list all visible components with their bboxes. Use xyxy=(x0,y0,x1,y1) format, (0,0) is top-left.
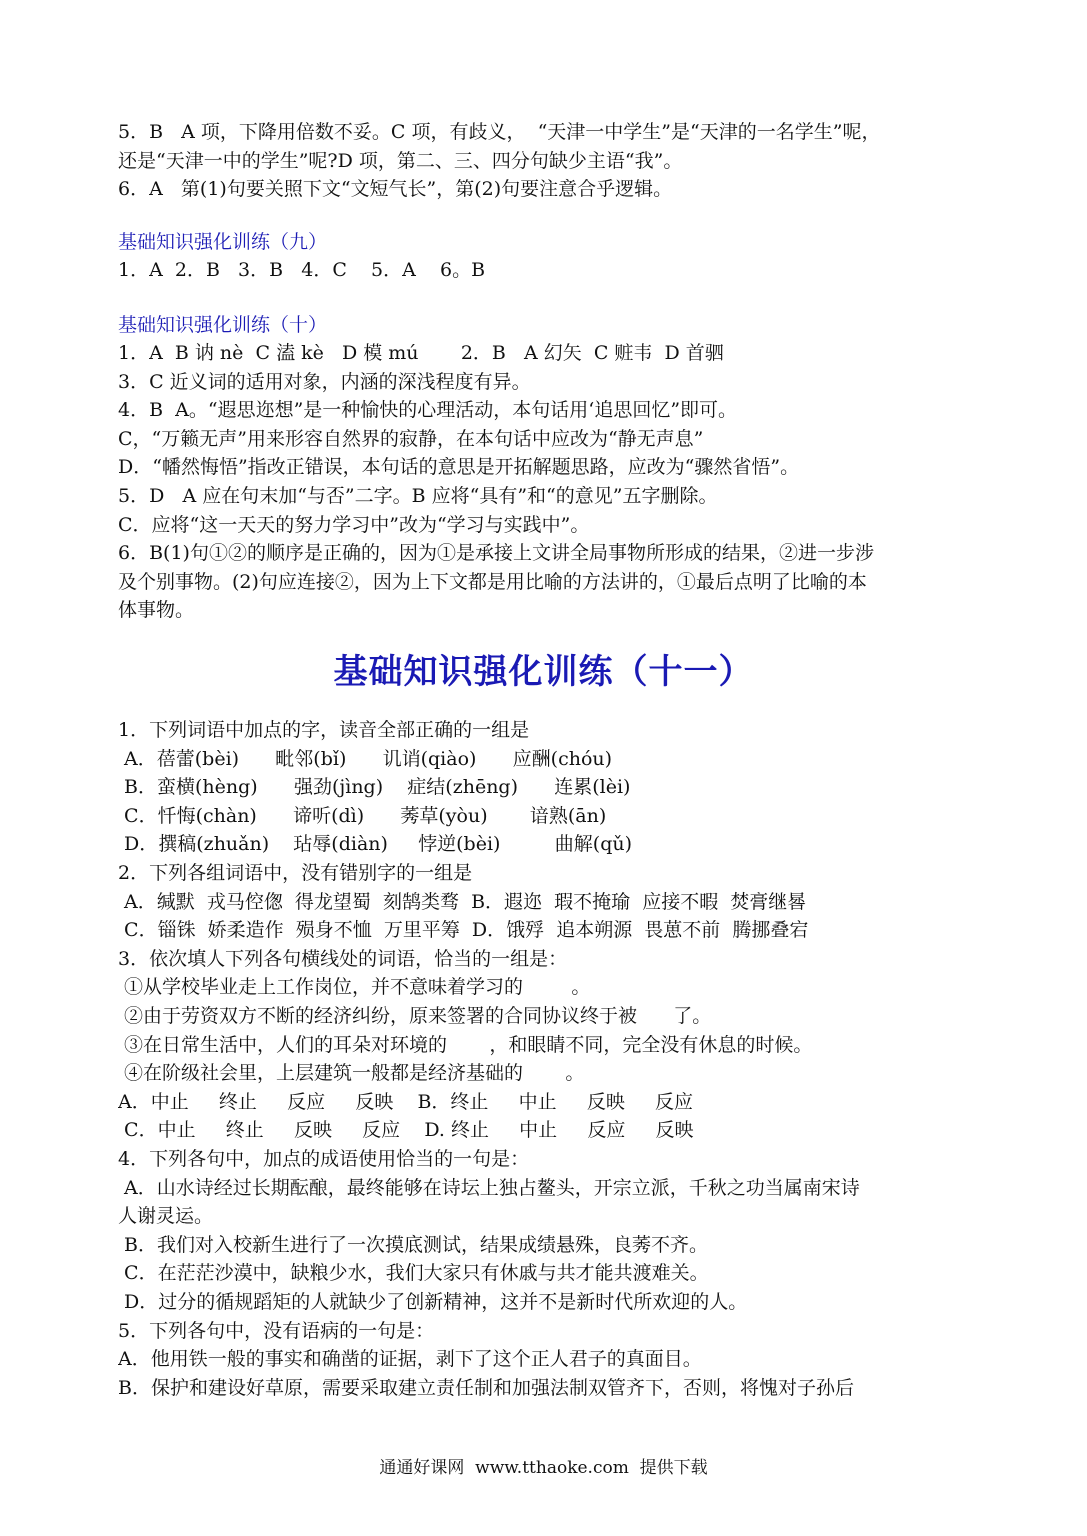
text-line: C．应将“这一天天的努力学习中”改为“学习与实践中”。 xyxy=(118,513,590,536)
text-line: B．保护和建设好草原，需要采取建立责任制和加强法制双管齐下，否则，将愧对子孙后 xyxy=(118,1376,854,1399)
text-line: A．蓓蕾(bèi) 毗邻(bǐ) 讥诮(qiào) 应酬(chóu) xyxy=(118,747,613,770)
text-line: ①从学校毕业走上工作岗位，并不意味着学习的 。 xyxy=(118,976,591,999)
text-line: 3．C 近义词的适用对象，内涵的深浅程度有异。 xyxy=(118,370,531,393)
text-line: 1．A 2．B 3．B 4．C 5．A 6。B xyxy=(118,259,486,281)
text-line: C，“万籁无声”用来形容自然界的寂静，在本句话中应改为“静无声息” xyxy=(118,427,704,450)
text-line: C．中止 终止 反映 反应 D. 终止 中止 反应 反映 xyxy=(118,1119,694,1142)
text-line: ④在阶级社会里，上层建筑一般都是经济基础的 。 xyxy=(118,1062,585,1085)
text-line: D．过分的循规蹈矩的人就缺少了创新精神，这并不是新时代所欢迎的人。 xyxy=(118,1291,748,1313)
page-title: 基础知识强化训练（十一） xyxy=(333,652,754,692)
text-line: B．我们对入校新生进行了一次摸底测试，结果成绩悬殊，良莠不齐。 xyxy=(118,1233,709,1256)
text-line: B．蛮横(hèng) 强劲(jìng) 症结(zhēng) 连累(lèi) xyxy=(118,776,631,799)
text-line: 2．下列各组词语中，没有错别字的一组是 xyxy=(118,862,473,884)
text-line: 5．D A 应在句末加“与否”二字。B 应将“具有”和“的意见”五字删除。 xyxy=(118,485,718,507)
text-line: A．山水诗经过长期酝酿，最终能够在诗坛上独占鳌头，开宗立派，千秋之功当属南宋诗 xyxy=(118,1176,860,1199)
text-line: 5．B A 项，下降用倍数不妥。C 项，有歧义， “天津一中学生”是“天津的一名学生”呢， xyxy=(118,121,881,143)
text-line: 6．A 第(1)句要关照下文“文短气长”，第(2)句要注意合乎逻辑。 xyxy=(118,178,673,201)
text-line: 人谢灵运。 xyxy=(118,1205,214,1228)
text-line: 及个别事物。(2)句应连接②，因为上下文都是用比喻的方法讲的，①最后点明了比喻的本 xyxy=(118,570,867,593)
text-line: A．他用铁一般的事实和确凿的证据，剥下了这个正人君子的真面目。 xyxy=(118,1348,702,1371)
text-line: ②由于劳资双方不断的经济纠纷，原来签署的合同协议终于被 了。 xyxy=(118,1005,712,1027)
text-line: D．“幡然悔悟”指改正错误，本句话的意思是开拓解题思路，应改为“骤然省悟”。 xyxy=(118,456,800,479)
section-heading-10: 基础知识强化训练（十） xyxy=(118,314,328,336)
text-line: 3．依次填人下列各句横线处的词语，恰当的一组是： xyxy=(118,947,568,970)
text-line: ③在日常生活中，人们的耳朵对环境的 ，和眼睛不同，完全没有休息的时候。 xyxy=(118,1033,813,1056)
text-line: C．忏悔(chàn) 谛听(dì) 莠草(yòu) 谙熟(ān) xyxy=(118,804,607,827)
text-line: C．锱铢 娇柔造作 殒身不恤 万里平筹 D．饿殍 追本朔源 畏葸不前 腾挪叠宕 xyxy=(118,919,809,942)
text-line: 6．B(1)句①②的顺序是正确的，因为①是承接上文讲全局事物所形成的结果，②进一步涉 xyxy=(118,542,874,565)
text-line: 1．A B 讷 nè C 溘 kè D 模 mú 2．B A 幻矢 C 赃韦 D 首驷 xyxy=(118,342,724,364)
text-line: 4．B A。“遐思迩想”是一种愉快的心理活动，本句话用‘追思回忆”即可。 xyxy=(118,399,738,422)
text-line: 1．下列词语中加点的字，读音全部正确的一组是 xyxy=(118,719,530,741)
text-line: C．在茫茫沙漠中，缺粮少水，我们大家只有休戚与共才能共渡难关。 xyxy=(118,1262,709,1285)
section-heading-9: 基础知识强化训练（九） xyxy=(118,231,328,253)
text-line: 5．下列各句中，没有语病的一句是： xyxy=(118,1319,435,1342)
text-line: A．缄默 戎马倥偬 得龙望蜀 刻鹄类骛 B．遐迩 瑕不掩瑜 应接不暇 焚膏继晷 xyxy=(118,890,807,913)
footer: 通通好课网 www.tthaoke.com 提供下载 xyxy=(379,1458,708,1478)
text-line: A．中止 终止 反应 反映 B．终止 中止 反映 反应 xyxy=(118,1090,694,1113)
text-line: D．撰稿(zhuǎn) 玷辱(diàn) 悖逆(bèi) 曲解(qǔ) xyxy=(118,833,633,856)
text-line: 体事物。 xyxy=(118,599,195,622)
text-line: 还是“天津一中的学生”呢?D 项，第二、三、四分句缺少主语“我”。 xyxy=(118,149,683,172)
text-line: 4．下列各句中，加点的成语使用恰当的一句是： xyxy=(118,1148,530,1170)
